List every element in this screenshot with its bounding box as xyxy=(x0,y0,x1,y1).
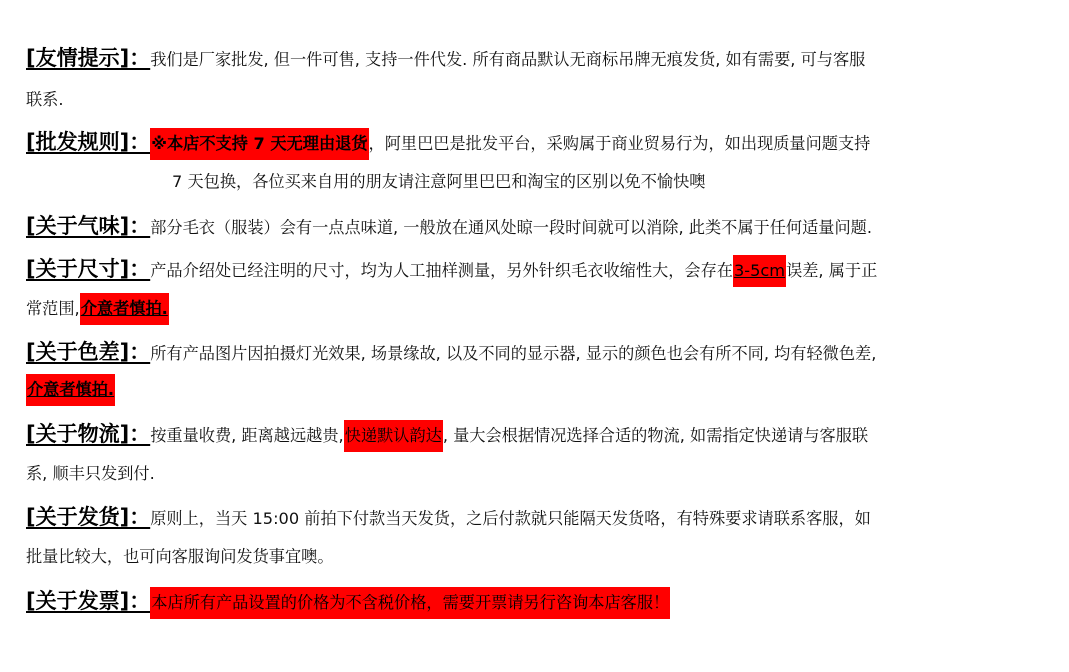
section-heading: [关于发货]： xyxy=(26,505,151,529)
section-line xyxy=(26,585,670,617)
section-text: 所有产品图片因拍摄灯光效果, 场景缘故, 以及不同的显示器, 显示的颜色也会有所不同, 均有轻微色差, xyxy=(150,344,877,363)
section-text: 批量比较大，也可向客服询问发货事宜噢。 xyxy=(26,547,334,566)
highlight-caution: 介意者慎拍. xyxy=(80,293,169,325)
section-text: 部分毛衣（服装）会有一点点味道, 一般放在通风处晾一段时间就可以消除, 此类不属于任何适量问题. xyxy=(150,218,872,237)
section-text: ，阿里巴巴是批发平台，采购属于商业贸易行为，如出现质量问题支持 xyxy=(368,134,871,153)
section-heading: [关于气味]： xyxy=(26,214,151,238)
section-text: 常范围, xyxy=(26,299,80,318)
section-line xyxy=(26,541,334,573)
section-line xyxy=(26,126,870,158)
section-text: 我们是厂家批发, 但一件可售, 支持一件代发. 所有商品默认无商标吊牌无痕发货, 如有需要, 可与客服 xyxy=(150,50,866,69)
highlight-no-return: ※本店不支持 7 天无理由退货 xyxy=(150,128,368,160)
section-line xyxy=(26,458,155,490)
highlight-invoice: 本店所有产品设置的价格为不含税价格，需要开票请另行咨询本店客服！ xyxy=(150,587,670,619)
section-heading: [友情提示]： xyxy=(26,46,151,70)
section-heading: [关于物流]： xyxy=(26,422,151,446)
section-line xyxy=(26,418,868,450)
section-text: , 量大会根据情况选择合适的物流, 如需指定快递请与客服联 xyxy=(442,426,869,445)
highlight-courier: 快递默认韵达 xyxy=(344,420,443,452)
section-line xyxy=(26,253,877,285)
section-heading: [关于色差]： xyxy=(26,340,151,364)
section-text: 联系. xyxy=(26,90,64,109)
section-heading: [关于尺寸]： xyxy=(26,257,151,281)
highlight-caution: 介意者慎拍. xyxy=(26,374,115,406)
section-text: 产品介绍处已经注明的尺寸，均为人工抽样测量，另外针织毛衣收缩性大，会存在 xyxy=(150,261,733,280)
section-line xyxy=(26,293,169,325)
section-text: 按重量收费, 距离越远越贵, xyxy=(150,426,344,445)
section-text: 原则上，当天 15:00 前拍下付款当天发货，之后付款就只能隔天发货咯，有特殊要求请联系客服，如 xyxy=(150,509,871,528)
section-line xyxy=(26,501,871,533)
section-line xyxy=(172,166,705,198)
section-text: 7 天包换，各位买来自用的朋友请注意阿里巴巴和淘宝的区别以免不愉快噢 xyxy=(172,172,706,191)
section-heading: [关于发票]： xyxy=(26,589,151,613)
section-text: 系, 顺丰只发到付. xyxy=(26,464,155,483)
section-line xyxy=(26,84,64,116)
section-line xyxy=(26,42,865,74)
highlight-size-error: 3-5cm xyxy=(733,255,786,287)
section-line xyxy=(26,374,115,406)
section-heading: [批发规则]： xyxy=(26,130,151,154)
section-line xyxy=(26,210,872,242)
section-text: 误差, 属于正 xyxy=(786,261,878,280)
section-line xyxy=(26,336,876,368)
